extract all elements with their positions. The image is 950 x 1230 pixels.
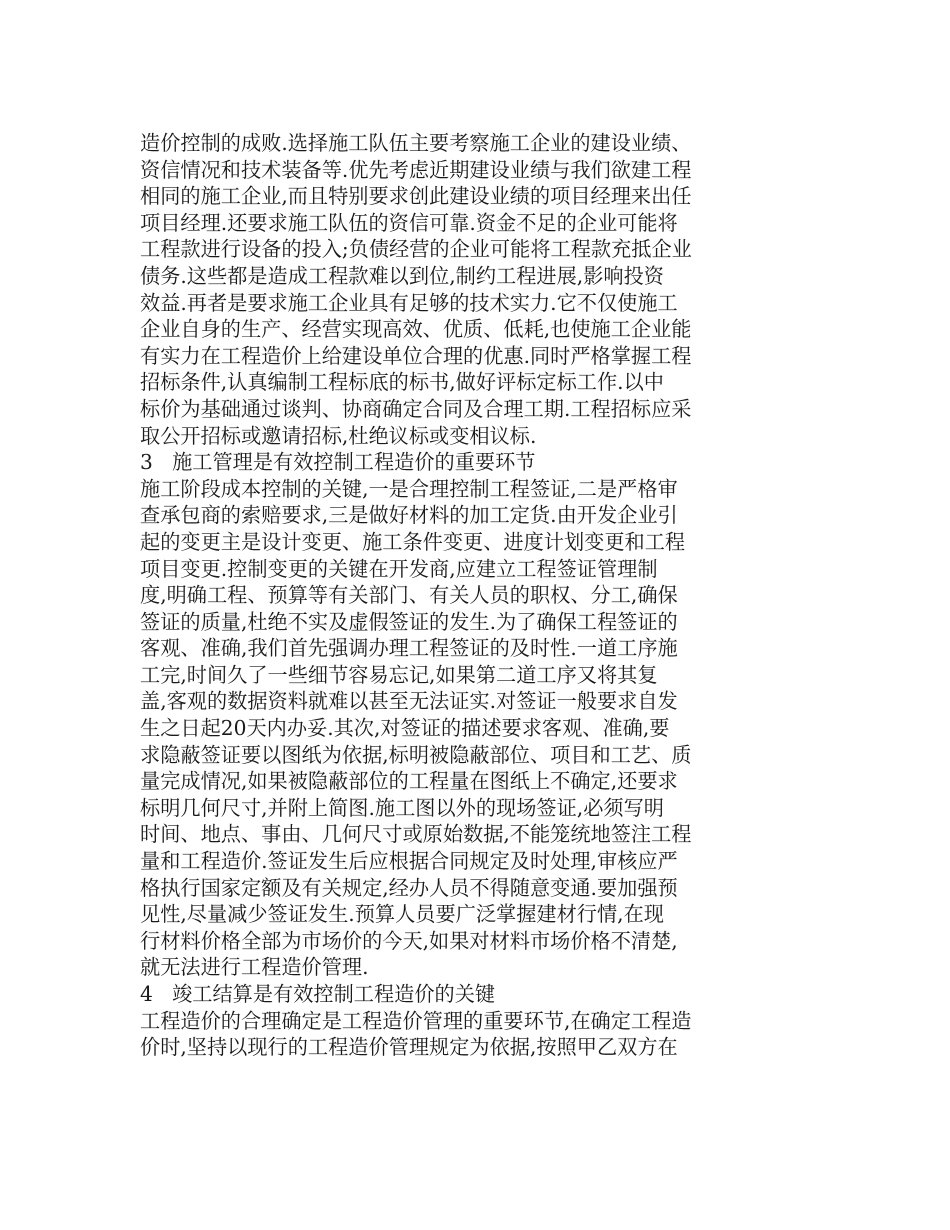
- text-line: 有实力在工程造价上给建设单位合理的优惠.同时严格掌握工程: [140, 343, 692, 368]
- text-line: 取公开招标或邀请招标,杜绝议标或变相议标.: [140, 423, 537, 448]
- text-line: 工程款进行设备的投入;负债经营的企业可能将工程款充抵企业: [140, 237, 692, 262]
- text-line: 就无法进行工程造价管理.: [140, 955, 369, 980]
- section-heading-4: 4 竣工结算是有效控制工程造价的关键: [140, 982, 496, 1006]
- text-line: 查承包商的索赔要求,三是做好材料的加工定货.由开发企业引: [140, 503, 678, 528]
- text-line: 企业自身的生产、经营实现高效、优质、低耗,也使施工企业能: [140, 317, 692, 342]
- text-line: 资信情况和技术装备等.优先考虑近期建设业绩与我们欲建工程: [140, 157, 692, 182]
- text-line: 行材料价格全部为市场价的今天,如果对材料市场价格不清楚,: [140, 928, 678, 953]
- text-line: 生之日起20天内办妥.其次,对签证的描述要求客观、准确,要: [140, 716, 670, 741]
- text-line: 效益.再者是要求施工企业具有足够的技术实力.它不仅使施工: [140, 290, 678, 315]
- text-line: 债务.这些都是造成工程款难以到位,制约工程进展,影响投资: [140, 263, 664, 288]
- text-line: 时间、地点、事由、几何尺寸或原始数据,不能笼统地签注工程: [140, 822, 692, 847]
- text-line: 施工阶段成本控制的关键,一是合理控制工程签证,二是严格审: [140, 476, 678, 501]
- text-line: 量和工程造价.签证发生后应根据合同规定及时处理,审核应严: [140, 849, 678, 874]
- text-line: 度,明确工程、预算等有关部门、有关人员的职权、分工,确保: [140, 583, 678, 608]
- text-line: 工程造价的合理确定是工程造价管理的重要环节,在确定工程造: [140, 1008, 692, 1033]
- text-line: 起的变更主是设计变更、施工条件变更、进度计划变更和工程: [140, 529, 686, 554]
- text-line: 量完成情况,如果被隐蔽部位的工程量在图纸上不确定,还要求: [140, 769, 678, 794]
- paragraph-2: [140, 476, 760, 981]
- text-line: 工完,时间久了一些细节容易忘记,如果第二道工序又将其复: [140, 662, 658, 687]
- text-line: 见性,尽量减少签证发生.预算人员要广泛掌握建材行情,在现: [140, 902, 664, 927]
- text-line: 项目经理.还要求施工队伍的资信可靠.资金不足的企业可能将: [140, 210, 678, 235]
- body-text: [140, 130, 760, 1061]
- text-line: 价时,坚持以现行的工程造价管理规定为依据,按照甲乙双方在: [140, 1035, 678, 1060]
- paragraph-3: [140, 1008, 760, 1061]
- section-heading-3: 3 施工管理是有效控制工程造价的重要环节: [140, 450, 536, 475]
- text-line: 造价控制的成败.选择施工队伍主要考察施工企业的建设业绩、: [140, 131, 692, 155]
- text-line: 标价为基础通过谈判、协商确定合同及合理工期.工程招标应采: [140, 396, 692, 421]
- text-line: 格执行国家定额及有关规定,经办人员不得随意变通.要加强预: [140, 875, 678, 900]
- text-line: 招标条件,认真编制工程标底的标书,做好评标定标工作.以中: [140, 370, 664, 395]
- text-line: 签证的质量,杜绝不实及虚假签证的发生.为了确保工程签证的: [140, 609, 678, 634]
- text-line: 客观、准确,我们首先强调办理工程签证的及时性.一道工序施: [140, 636, 678, 661]
- text-line: 标明几何尺寸,并附上简图.施工图以外的现场签证,必须写明: [140, 795, 664, 820]
- text-line: 盖,客观的数据资料就难以甚至无法证实.对签证一般要求自发: [140, 689, 678, 714]
- text-line: 项目变更.控制变更的关键在开发商,应建立工程签证管理制: [140, 556, 658, 581]
- paragraph-1: [140, 130, 760, 449]
- text-line: 相同的施工企业,而且特别要求创此建设业绩的项目经理来出任: [140, 184, 692, 209]
- text-line: 求隐蔽签证要以图纸为依据,标明被隐蔽部位、项目和工艺、质: [140, 742, 692, 767]
